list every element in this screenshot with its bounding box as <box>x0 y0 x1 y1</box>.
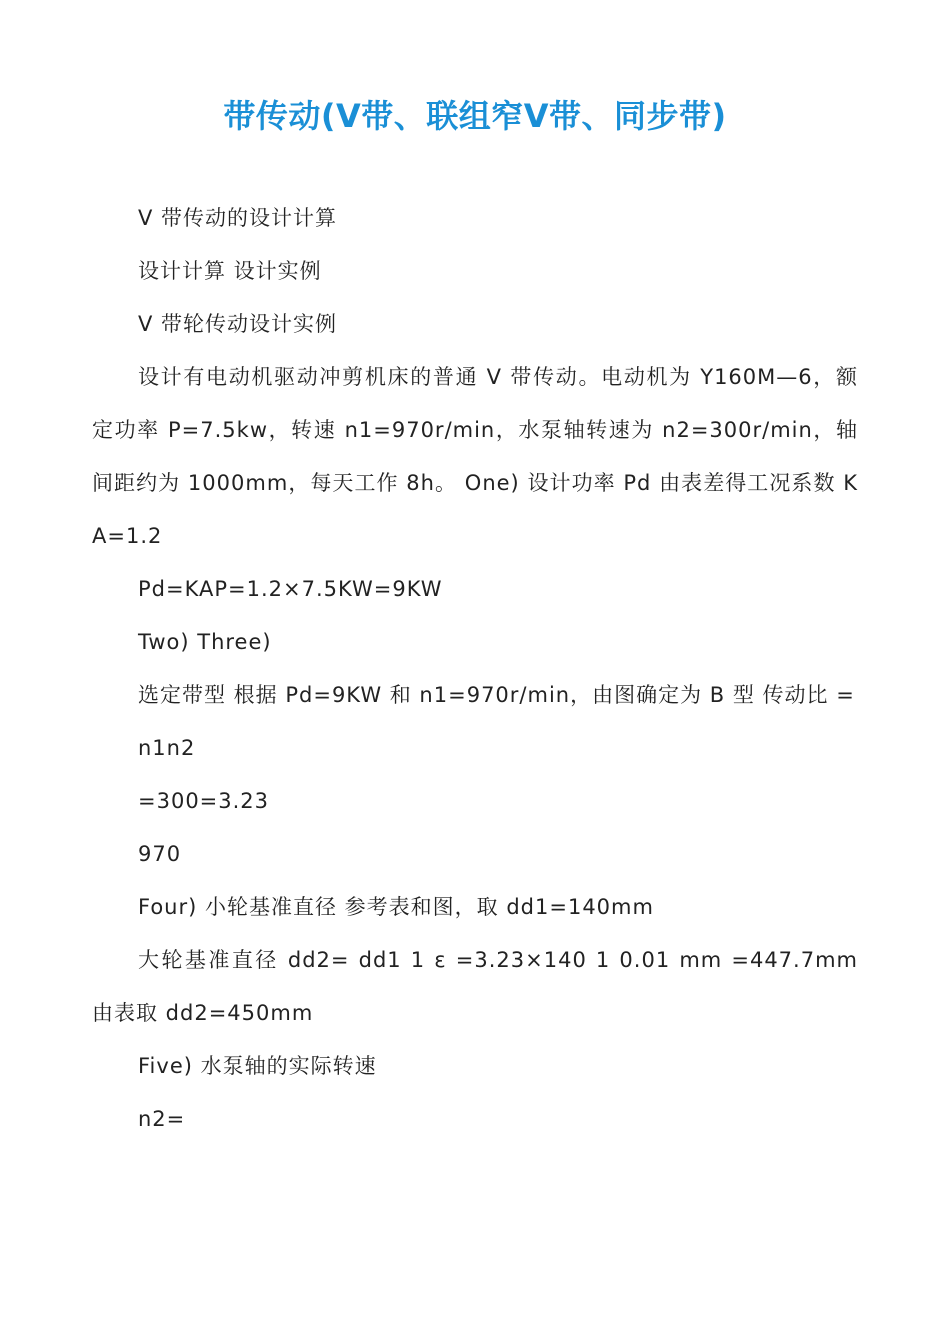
paragraph-ratio-value: =300=3.23 <box>138 789 270 813</box>
paragraph-problem-statement: 设计有电动机驱动冲剪机床的普通 V 带传动。电动机为 Y160M—6，额定功率 P=7.5kw，转速 n1=970r/min，水泵轴转速为 n2=300r/min，轴间距约为 1000mm，每天工作 8h。 One) 设计功率 Pd 由表差得工况系数 KA=1.2 <box>92 365 858 548</box>
document-body <box>92 192 858 1146</box>
paragraph-n2: n2= <box>138 1107 186 1131</box>
paragraph-example-heading: V 带轮传动设计实例 <box>138 312 338 336</box>
paragraph-belt-type: 选定带型 根据 Pd=9KW 和 n1=970r/min，由图确定为 B 型 传动比 = <box>138 683 855 707</box>
paragraph-steps-two-three: Two) Three) <box>138 630 272 654</box>
paragraph-calc-labels: 设计计算 设计实例 <box>138 259 322 283</box>
paragraph-actual-speed: Five) 水泵轴的实际转速 <box>138 1054 377 1078</box>
document-title: 带传动(V带、联组窄V带、同步带) <box>223 97 727 135</box>
paragraph-small-pulley: Four) 小轮基准直径 参考表和图，取 dd1=140mm <box>138 895 654 919</box>
paragraph-large-pulley: 大轮基准直径 dd2= dd1 1 ε =3.23×140 1 0.01 mm =447.7mm 由表取 dd2=450mm <box>92 948 858 1025</box>
paragraph-section-heading: V 带传动的设计计算 <box>138 206 338 230</box>
paragraph-ratio-numerator: n1n2 <box>138 736 196 760</box>
paragraph-design-power: Pd=KAP=1.2×7.5KW=9KW <box>138 577 443 601</box>
paragraph-ratio-denominator: 970 <box>138 842 182 866</box>
